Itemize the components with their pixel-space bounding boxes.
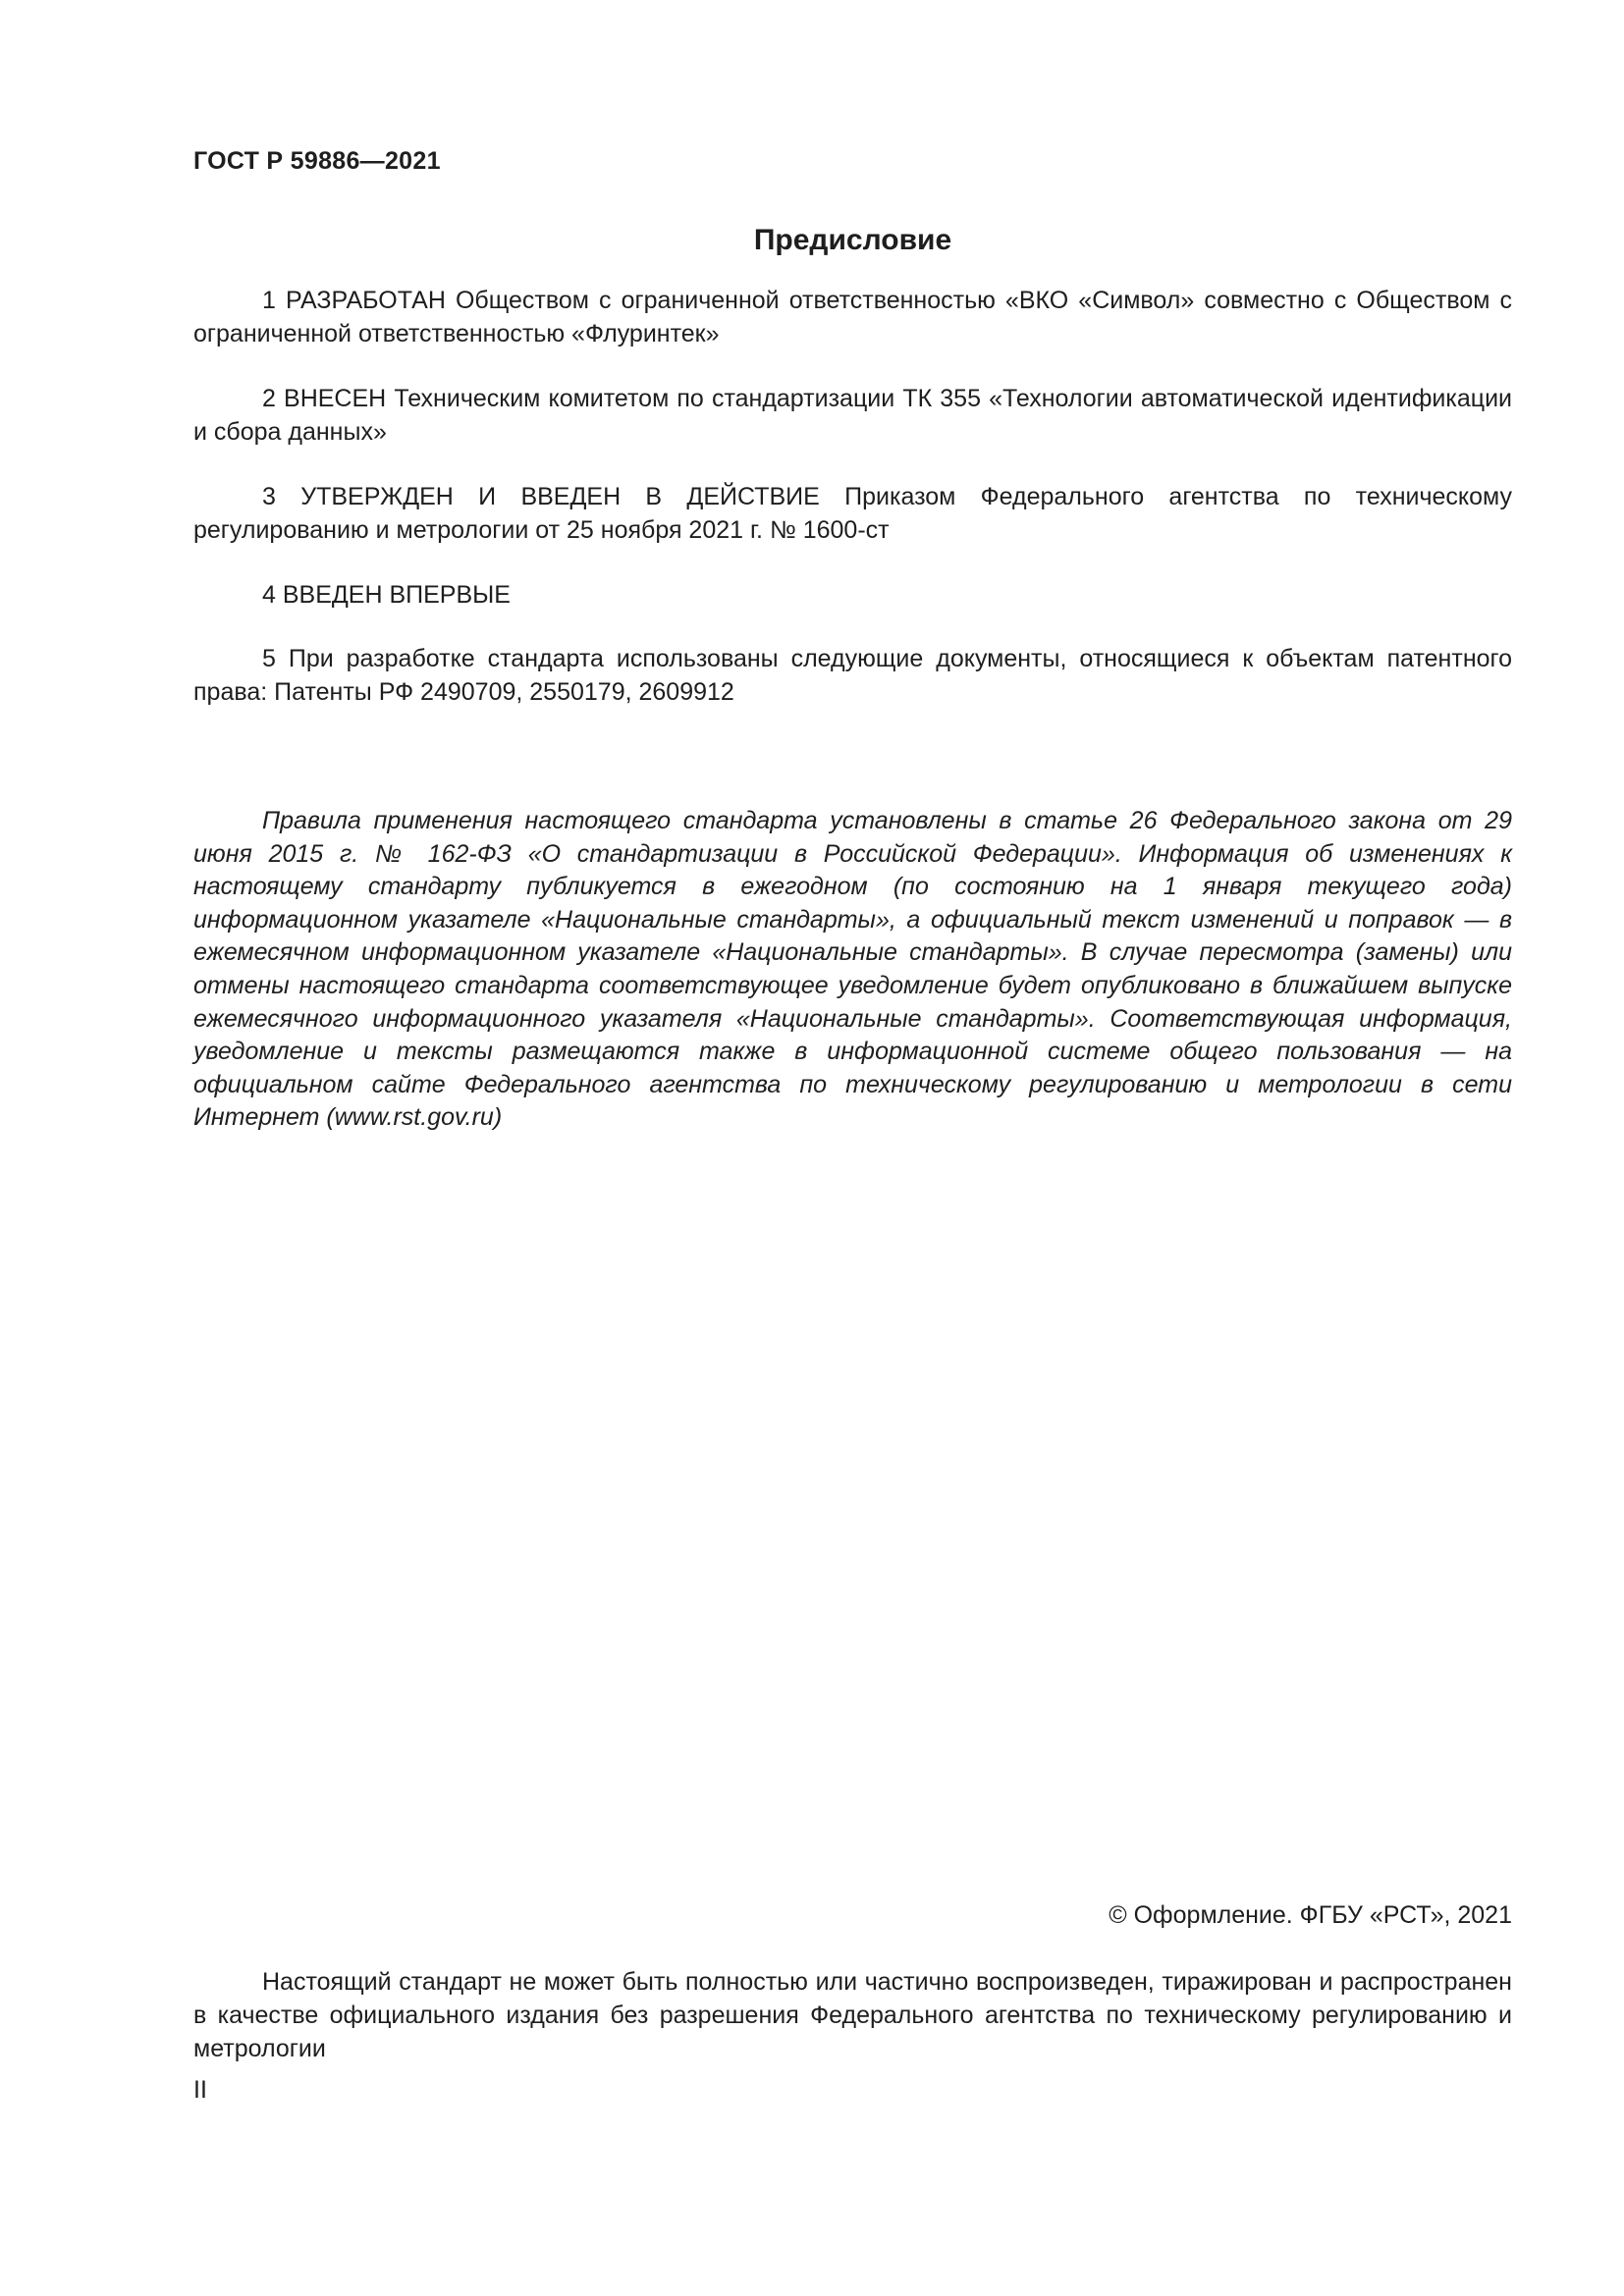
- foreword-item-1: 1 РАЗРАБОТАН Обществом с ограниченной ответственностью «ВКО «Символ» совместно с Обществом с ограниченной ответственностью «Флуринтек»: [193, 287, 1512, 347]
- reproduction-notice: Настоящий стандарт не может быть полностью или частично воспроизведен, тиражирован и распространен в качестве официального издания без разрешения Федерального агентства по техническому регулированию и метрологии: [193, 1968, 1512, 2062]
- copyright-line: © Оформление. ФГБУ «РСТ», 2021: [1109, 1901, 1512, 1929]
- foreword-item-4: 4 ВВЕДЕН ВПЕРВЫЕ: [262, 581, 511, 609]
- foreword-item-5: 5 При разработке стандарта использованы следующие документы, относящиеся к объектам патентного права: Патенты РФ 2490709, 2550179, 2609912: [193, 645, 1512, 706]
- application-rules-notice: Правила применения настоящего стандарта установлены в статье 26 Федерального закона от 29 июня 2015 г. № 162-ФЗ «О стандартизации в Российской Федерации». Информация об изменениях к настоящему стандарту публикуется в ежегодном (по состоянию на 1 января текущего года) информационном указателе «Национальные стандарты», а официальный текст изменений и поправок — в ежемесячном информационном указателе «Национальные стандарты». В случае пересмотра (замены) или отмены настоящего стандарта соответствующее уведомление будет опубликовано в ближайшем выпуске ежемесячного информационного указателя «Национальные стандарты». Соответствующая информация, уведомление и тексты размещаются также в информационной системе общего пользования — на официальном сайте Федерального агентства по техническому регулированию и метрологии в сети Интернет (www.rst.gov.ru): [193, 807, 1512, 1132]
- foreword-title: Предисловие: [753, 224, 952, 256]
- page-number: II: [193, 2076, 207, 2104]
- foreword-item-2: 2 ВНЕСЕН Техническим комитетом по стандартизации ТК 355 «Технологии автоматической идентификации и сбора данных»: [193, 385, 1512, 446]
- foreword-item-3: 3 УТВЕРЖДЕН И ВВЕДЕН В ДЕЙСТВИЕ Приказом Федерального агентства по техническому регулированию и метрологии от 25 ноября 2021 г. № 1600-ст: [193, 483, 1512, 544]
- standard-code: ГОСТ Р 59886—2021: [193, 147, 441, 175]
